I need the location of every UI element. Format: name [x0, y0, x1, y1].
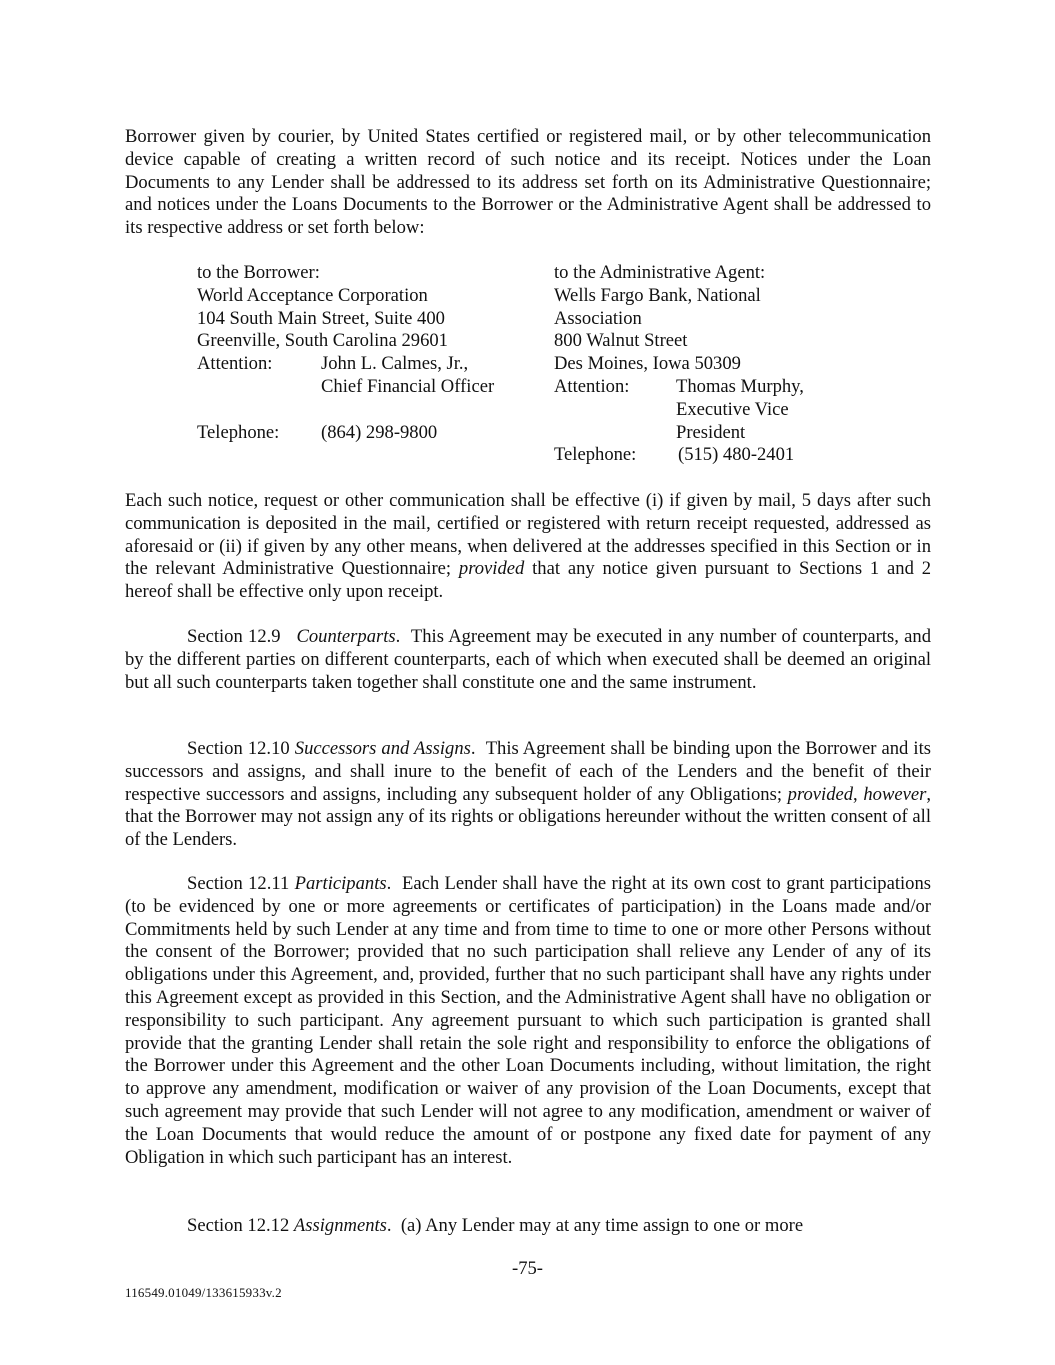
section-12-9-paragraph: Section 12.9 Counterparts. This Agreement may be executed in any number of counterparts, and by the different parties on different counterparts, each of which when executed shall be deemed an original but all such counterparts taken together shall constitute one and the same instrument.	[125, 626, 932, 693]
section-12-10-paragraph: Section 12.10 Successors and Assigns. This Agreement shall be binding upon the Borrower and its successors and assigns, and shall inure to the benefit of each of the Lenders and the benefit of their respective successors and assigns, including any subsequent holder of any Obligations; provided, however, that the Borrower may not assign any of its rights or obligations hereunder without the written consent of all of the Lenders.	[125, 738, 931, 851]
page-number: -75-	[512, 1258, 543, 1279]
agent-telephone: (515) 480-2401	[678, 444, 795, 466]
borrower-attention-title-row	[197, 376, 494, 399]
borrower-telephone-label: Telephone:	[197, 421, 280, 443]
effectiveness-paragraph: Each such notice, request or other communication shall be effective (i) if given by mail, 5 days after such communication is deposited in the mail, certified or registered with return receipt requested, addressed as aforesaid or (ii) if given by any other means, when delivered at the addresses specified in this Section or in the relevant Administrative Questionnaire; provided that any notice given pursuant to Sections 1 and 2 hereof shall be effective only upon receipt.	[125, 490, 931, 603]
notice-intro-text: Borrower given by courier, by United States certified or registered mail, or by other telecommunication device capable of creating a written record of such notice and its receipt. Notices under the Loan Documents to any Lender shall be addressed to its address set forth on its Administrative Questionnaire; and notices under the Loans Documents to the Borrower or the Administrative Agent shall be addressed to its respective address or set forth below:	[125, 126, 931, 239]
borrower-city: Greenville, South Carolina 29601	[197, 330, 448, 352]
section-title: Participants	[294, 873, 387, 894]
agent-name-line1: Wells Fargo Bank, National	[554, 284, 761, 306]
agent-address-block	[554, 262, 804, 467]
provided-term: provided	[458, 558, 525, 580]
borrower-name: World Acceptance Corporation	[197, 284, 428, 306]
section-12-12-paragraph: Section 12.12 Assignments. (a) Any Lender may at any time assign to one or more	[187, 1215, 804, 1236]
borrower-heading: to the Borrower:	[197, 262, 320, 283]
borrower-telephone: (864) 298-9800	[321, 421, 438, 443]
agent-telephone-row	[554, 444, 804, 467]
agent-telephone-label: Telephone:	[554, 444, 637, 466]
borrower-address-block	[197, 262, 494, 444]
borrower-attention-title: Chief Financial Officer	[321, 375, 495, 397]
section-12-11-paragraph: Section 12.11 Participants. Each Lender shall have the right at its own cost to grant participations (to be evidenced by one or more agreements or certificates of participation) in the Loans made and/or Commitments held by such Lender at any time and from time to time to one or more other Persons without the consent of the Borrower; provided that no such participation shall relieve any Lender of any of its obligations under this Agreement, and, provided, further that no such participant shall have any rights under this Agreement except as provided in this Section, and the Administrative Agent shall have no obligation or responsibility to such participant. Any agreement pursuant to which such participation is granted shall provide that the granting Lender shall retain the sole right and responsibility to enforce the obligations of the Borrower under this Agreement and the other Loan Documents including, without limitation, the right to approve any amendment, modification or waiver of any provision of the Loan Documents, except that such agreement may provide that such Lender will not agree to any modification, amendment or waiver of the Loan Documents that would reduce the amount of or postpone any fixed date for payment of any Obligation in which such participant has an interest.	[125, 873, 931, 1168]
agent-city: Des Moines, Iowa 50309	[554, 353, 741, 375]
borrower-attention-row	[197, 353, 494, 376]
section-number: Section 12.12	[187, 1215, 290, 1236]
agent-attention-name: Thomas Murphy,	[676, 375, 804, 397]
borrower-attention-name: John L. Calmes, Jr.,	[321, 353, 469, 375]
agent-attention-title1: Executive Vice	[676, 398, 789, 420]
section-number: Section 12.9	[187, 626, 281, 647]
agent-street: 800 Walnut Street	[554, 330, 688, 352]
borrower-telephone-row	[197, 422, 494, 445]
borrower-street: 104 South Main Street, Suite 400	[197, 307, 445, 329]
agent-attention-title2: President	[676, 421, 746, 443]
borrower-attention-label: Attention:	[197, 353, 273, 375]
agent-attention-row	[554, 376, 804, 399]
notice-intro-paragraph	[125, 126, 931, 240]
section-title: Counterparts	[296, 626, 396, 647]
agent-heading: to the Administrative Agent:	[554, 262, 766, 283]
section-number: Section 12.10	[187, 738, 290, 759]
section-number: Section 12.11	[187, 873, 290, 894]
document-id: 116549.01049/133615933v.2	[125, 1285, 282, 1300]
agent-attention-label: Attention:	[554, 375, 630, 397]
agent-name-line2: Association	[554, 307, 642, 329]
section-title: Successors and Assigns	[294, 738, 471, 759]
section-title: Assignments	[293, 1215, 387, 1236]
